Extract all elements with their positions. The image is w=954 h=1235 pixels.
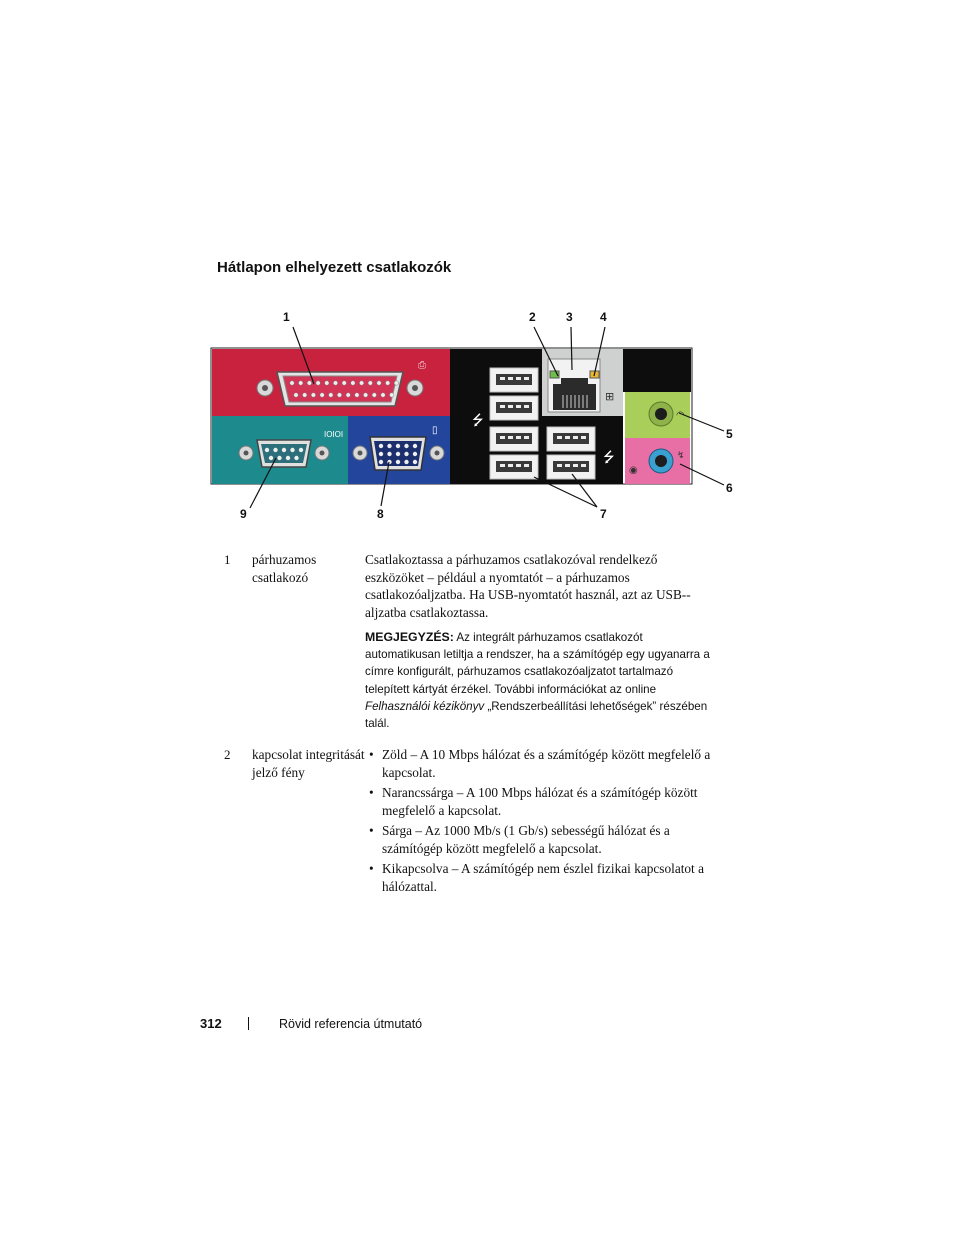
connector-pin	[273, 448, 277, 452]
connector-pin	[396, 444, 400, 448]
list-item: • Sárga – Az 1000 Mb/s (1 Gb/s) sebességű hálózat és a számítógép között megfelelő a kapcsolat.	[365, 822, 717, 857]
list-item: • Narancssárga – A 100 Mbps hálózat és a számítógép között megfelelő a kapcsolat.	[365, 784, 717, 819]
connector-pin	[320, 393, 324, 397]
connector-pin	[396, 460, 400, 464]
callout-4: 4	[600, 310, 607, 324]
table-row	[222, 551, 717, 732]
row-description	[365, 551, 717, 732]
page-number: 312	[200, 1016, 222, 1031]
network-connector	[548, 359, 600, 412]
connector-pin	[307, 381, 311, 385]
connector-pin	[379, 444, 383, 448]
note-label: MEGJEGYZÉS:	[365, 630, 454, 644]
callout-8: 8	[377, 507, 384, 521]
connector-pin	[394, 381, 398, 385]
connector-pin	[346, 393, 350, 397]
connector-pin	[351, 381, 355, 385]
connector-pin	[404, 460, 408, 464]
connector-pin	[355, 393, 359, 397]
note-text-end: „Rendszerbeállítási lehetőségek” részében talál.	[365, 699, 708, 731]
connector-pin	[404, 444, 408, 448]
line-in-icon: ↯	[677, 451, 685, 461]
connector-pin	[386, 381, 390, 385]
note	[365, 629, 717, 732]
connector-pin	[290, 448, 294, 452]
list-item: • Zöld – A 10 Mbps hálózat és a számítógép között megfelelő a kapcsolat.	[365, 746, 717, 781]
usb-icon-right: ⭍	[603, 450, 615, 466]
monitor-icon: ▯	[432, 425, 438, 436]
connector-pin	[390, 393, 394, 397]
callout-9: 9	[240, 507, 247, 521]
callout-1: 1	[283, 310, 290, 324]
callout-7: 7	[600, 507, 607, 521]
network-icon: ⊞	[605, 390, 615, 403]
description-text: Csatlakoztassa a párhuzamos csatlakozóval rendelkező eszközöket – például a nyomtatót – a párhuzamos csatlakozóaljzatba. Ha USB-nyomtatót használ, azt az USB--aljzatba csatlakoztassa.	[365, 552, 691, 620]
connector-pin	[413, 460, 417, 464]
connector-pin	[303, 393, 307, 397]
connector-pin	[368, 381, 372, 385]
list-item: • Kikapcsolva – A számítógép nem észlel fizikai kapcsolatot a hálózattal.	[365, 860, 717, 895]
row-name: kapcsolat integritását jelző fény	[252, 747, 365, 780]
connector-pin	[363, 393, 367, 397]
connector-pin	[282, 448, 286, 452]
callout-5: 5	[726, 427, 733, 441]
printer-icon: ⎙	[418, 360, 426, 371]
connector-pin	[372, 393, 376, 397]
table-row	[222, 746, 717, 898]
callout-3: 3	[566, 310, 573, 324]
connector-pin	[359, 381, 363, 385]
connector-pin	[387, 452, 391, 456]
serial-port	[212, 416, 348, 484]
connector-pin	[379, 452, 383, 456]
connector-pin	[404, 452, 408, 456]
parallel-port	[212, 349, 450, 416]
connector-pin	[277, 456, 281, 460]
connector-pin	[337, 393, 341, 397]
connector-pin	[269, 456, 273, 460]
connector-pin	[325, 381, 329, 385]
connector-pin	[333, 381, 337, 385]
page-footer	[200, 1016, 422, 1031]
connector-pin	[329, 393, 333, 397]
note-text: Az integrált párhuzamos csatlakozót automatikusan letiltja a rendszer, ha a számítógép egy ugyanarra a címre konfigurált, párhuzamos csatlakozóaljzatot tartalmazó telepített kártyát érzékel. További információkat az online	[365, 631, 710, 696]
connector-pin	[342, 381, 346, 385]
connector-pin	[299, 381, 303, 385]
row-number: 2	[224, 747, 231, 763]
row-description	[365, 746, 717, 898]
connector-pin	[286, 456, 290, 460]
connector-pin	[294, 393, 298, 397]
connector-pin	[379, 460, 383, 464]
callout-6: 6	[726, 481, 733, 495]
rear-panel-figure	[0, 0, 954, 560]
line-in-connector	[625, 438, 690, 484]
connector-pin	[381, 393, 385, 397]
audio-top	[623, 349, 691, 392]
connector-pin	[299, 448, 303, 452]
footer-title: Rövid referencia útmutató	[279, 1016, 423, 1031]
connector-pin	[290, 381, 294, 385]
usb-icon: ⭍	[472, 413, 484, 429]
row-number: 1	[224, 552, 231, 567]
footer-divider	[248, 1017, 249, 1030]
connector-pin	[396, 452, 400, 456]
connector-pin	[294, 456, 298, 460]
connector-pin	[413, 444, 417, 448]
section-heading: Hátlapon elhelyezett csatlakozók	[217, 259, 452, 276]
serial-port-label: IOIOI	[324, 430, 344, 439]
connector-pin	[265, 448, 269, 452]
headphone-icon: ◠	[676, 410, 685, 421]
bullet-list	[365, 746, 717, 895]
connector-pin	[387, 460, 391, 464]
note-italic: Felhasználói kézikönyv	[365, 699, 485, 713]
microphone-icon: ◉	[629, 465, 638, 476]
connector-pin	[377, 381, 381, 385]
connector-pin	[311, 393, 315, 397]
callout-2: 2	[529, 310, 536, 324]
connector-pin	[316, 381, 320, 385]
row-name: párhuzamos csatlakozó	[252, 552, 317, 585]
connector-table	[222, 551, 717, 912]
connector-pin	[387, 444, 391, 448]
connector-pin	[413, 452, 417, 456]
